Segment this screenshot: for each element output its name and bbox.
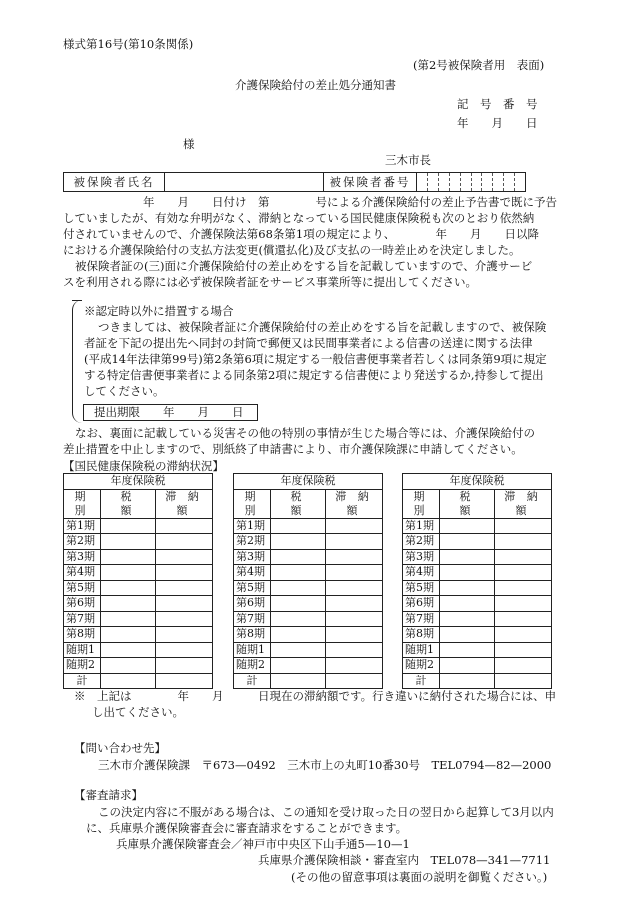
issue-date-line: 年 月 日 <box>457 116 538 130</box>
digit-box <box>428 173 439 191</box>
notice-line: していましたが、有効な弁明がなく、滞納となっている国民健康保険税も次のとおり依然納 <box>63 211 535 225</box>
amount-cell <box>271 642 326 658</box>
period-cell: 第5期 <box>234 580 271 596</box>
period-cell: 第6期 <box>234 596 271 612</box>
arrears-cell <box>156 642 213 658</box>
col-amount-header: 税 額 <box>440 489 495 518</box>
col-period-header: 期 別 <box>403 489 440 518</box>
period-cell: 第5期 <box>403 580 440 596</box>
table-row <box>234 627 383 643</box>
appeal-line: この決定内容に不服がある場合は、この通知を受け取った日の翌日から起算して3月以内 <box>98 805 554 819</box>
arrears-cell <box>495 518 552 534</box>
arrears-cell <box>326 658 383 674</box>
insured-number-label: 被保険者番号 <box>324 173 417 191</box>
tax-table-1 <box>63 473 213 689</box>
digit-box <box>417 173 428 191</box>
amount-cell <box>101 580 156 596</box>
appeal-contact: 兵庫県介護保険相談・審査室内 TEL078—341—7711 <box>258 853 551 867</box>
amount-cell <box>101 565 156 581</box>
table-row <box>64 627 213 643</box>
arrears-cell <box>156 549 213 565</box>
period-cell: 第8期 <box>64 627 101 643</box>
suspension-line: なお、裏面に記載している災害その他の特別の事情が生じた場合等には、介護保険給付の <box>75 426 535 440</box>
issuer: 三木市長 <box>385 153 431 167</box>
appeal-line: に、兵庫県介護保険審査会に審査請求をすることができます。 <box>86 821 408 835</box>
submission-deadline: 提出期限 年 月 日 <box>83 404 258 421</box>
tax-table-3 <box>402 473 552 689</box>
amount-cell <box>271 611 326 627</box>
appeal-heading: 【審査請求】 <box>74 788 143 802</box>
note-box-text <box>84 303 574 399</box>
amount-cell <box>271 658 326 674</box>
amount-cell <box>271 549 326 565</box>
notice-line: 被保険者証の(三)面に介護保険給付の差止めをする旨を記載していますので、介護サービ <box>75 259 533 273</box>
amount-cell <box>101 627 156 643</box>
amount-cell <box>440 518 495 534</box>
arrears-cell <box>495 627 552 643</box>
year-tax-header: 年度保険税 <box>234 474 383 490</box>
note-line: してください。 <box>84 384 165 398</box>
total-arrears-cell <box>156 673 213 689</box>
col-amount-header: 税 額 <box>101 489 156 518</box>
amount-cell <box>271 534 326 550</box>
addressee-suffix: 様 <box>183 137 195 151</box>
arrears-cell <box>326 565 383 581</box>
note-line: する特定信書便事業者による同条第2項に規定する信書便により発送するか,持参して提出 <box>84 368 544 382</box>
period-cell: 第6期 <box>403 596 440 612</box>
table-row <box>234 518 383 534</box>
arrears-note <box>74 688 578 720</box>
period-cell: 第7期 <box>64 611 101 627</box>
amount-cell <box>271 580 326 596</box>
tax-table-2 <box>233 473 383 689</box>
paragraph-notice <box>63 194 578 290</box>
note-line: つきましては、被保険者証に介護保険給付の差止めをする旨を記載しますので、被保険 <box>98 320 547 334</box>
amount-cell <box>101 611 156 627</box>
table-row <box>234 565 383 581</box>
table-row <box>234 611 383 627</box>
period-cell: 随期1 <box>403 642 440 658</box>
note-line: (平成14年法律第99号)第2条第6項に規定する一般信書便事業者若しくは同条第9項に規定 <box>84 352 547 366</box>
suspension-line: 差止措置を中止しますので、別紙終了申請書により、市介護保険課に申請してください。 <box>63 442 523 456</box>
period-cell: 第7期 <box>403 611 440 627</box>
arrears-cell <box>326 642 383 658</box>
appeal-address: 兵庫県介護保険審査会／神戸市中央区下山手通5—10—1 <box>116 837 410 851</box>
arrears-cell <box>495 580 552 596</box>
arrears-cell <box>156 627 213 643</box>
amount-cell <box>440 580 495 596</box>
col-amount-header: 税 額 <box>271 489 326 518</box>
arrears-cell <box>495 596 552 612</box>
arrears-cell <box>326 596 383 612</box>
digit-box <box>482 173 493 191</box>
amount-cell <box>271 596 326 612</box>
arrears-cell <box>156 534 213 550</box>
table-row <box>64 580 213 596</box>
amount-cell <box>101 518 156 534</box>
table-row <box>403 658 552 674</box>
amount-cell <box>271 518 326 534</box>
total-label: 計 <box>64 673 101 689</box>
total-label: 計 <box>403 673 440 689</box>
amount-cell <box>101 596 156 612</box>
table-row <box>234 534 383 550</box>
period-cell: 第1期 <box>234 518 271 534</box>
period-cell: 随期1 <box>64 642 101 658</box>
table-row <box>64 642 213 658</box>
period-cell: 第2期 <box>64 534 101 550</box>
amount-cell <box>101 658 156 674</box>
arrears-cell <box>156 596 213 612</box>
note-heading: ※認定時以外に措置する場合 <box>84 304 234 318</box>
amount-cell <box>440 642 495 658</box>
total-amount-cell <box>271 673 326 689</box>
amount-cell <box>440 627 495 643</box>
total-amount-cell <box>440 673 495 689</box>
table-row <box>64 658 213 674</box>
table-heading: 【国民健康保険税の滞納状況】 <box>63 459 224 473</box>
table-row <box>64 611 213 627</box>
form-variant: (第2号被保険者用 表面) <box>413 58 545 72</box>
arrears-cell <box>495 565 552 581</box>
digit-box <box>472 173 483 191</box>
col-arrears-header: 滞 納 額 <box>156 489 213 518</box>
period-cell: 第6期 <box>64 596 101 612</box>
total-label: 計 <box>234 673 271 689</box>
arrears-note-line: ※ 上記は 年 月 日現在の滞納額です。行き違いに納付された場合には、申 <box>74 689 557 703</box>
table-row <box>403 596 552 612</box>
table-row <box>64 534 213 550</box>
digit-box <box>461 173 472 191</box>
table-row <box>403 534 552 550</box>
arrears-cell <box>326 534 383 550</box>
arrears-cell <box>156 580 213 596</box>
amount-cell <box>440 565 495 581</box>
notice-line: 付されていませんので、介護保険法第68条第1項の規定により、 年 月 日以降 <box>63 227 539 241</box>
period-cell: 随期2 <box>403 658 440 674</box>
arrears-cell <box>326 518 383 534</box>
period-cell: 第8期 <box>403 627 440 643</box>
period-cell: 第1期 <box>64 518 101 534</box>
arrears-cell <box>326 611 383 627</box>
amount-cell <box>101 549 156 565</box>
record-number-label: 記 号 番 号 <box>457 97 538 111</box>
note-bracket-top <box>72 300 82 301</box>
period-cell: 第2期 <box>403 534 440 550</box>
form-id: 様式第16号(第10条関係) <box>63 37 194 51</box>
period-cell: 第3期 <box>234 549 271 565</box>
col-arrears-header: 滞 納 額 <box>326 489 383 518</box>
arrears-cell <box>326 580 383 596</box>
total-amount-cell <box>101 673 156 689</box>
period-cell: 第3期 <box>403 549 440 565</box>
amount-cell <box>440 596 495 612</box>
amount-cell <box>440 534 495 550</box>
period-cell: 随期1 <box>234 642 271 658</box>
table-row <box>403 580 552 596</box>
digit-box <box>515 173 525 191</box>
notice-line: における介護保険給付の支払方法変更(償還払化)及び支払の一時差止めを決定しました。 <box>63 243 521 257</box>
paragraph-suspension <box>63 425 578 457</box>
col-period-header: 期 別 <box>234 489 271 518</box>
period-cell: 第3期 <box>64 549 101 565</box>
table-row <box>234 580 383 596</box>
total-arrears-cell <box>495 673 552 689</box>
table-row <box>403 627 552 643</box>
arrears-cell <box>326 549 383 565</box>
amount-cell <box>271 627 326 643</box>
table-row <box>403 518 552 534</box>
table-row <box>234 658 383 674</box>
amount-cell <box>440 611 495 627</box>
arrears-cell <box>495 611 552 627</box>
note-line: 者証を下記の提出先へ同封の封筒で郵便又は民間事業者による信書の送達に関する法律 <box>84 336 533 350</box>
digit-box <box>439 173 450 191</box>
table-row <box>403 549 552 565</box>
insured-id-row <box>63 172 526 192</box>
table-row <box>234 549 383 565</box>
table-row <box>64 549 213 565</box>
arrears-cell <box>495 534 552 550</box>
digit-box <box>450 173 461 191</box>
period-cell: 第4期 <box>64 565 101 581</box>
arrears-cell <box>156 565 213 581</box>
table-row <box>403 565 552 581</box>
amount-cell <box>101 534 156 550</box>
period-cell: 第8期 <box>234 627 271 643</box>
amount-cell <box>101 642 156 658</box>
insured-name-label: 被保険者氏名 <box>64 173 165 191</box>
period-cell: 第2期 <box>234 534 271 550</box>
period-cell: 随期2 <box>64 658 101 674</box>
period-cell: 第5期 <box>64 580 101 596</box>
table-row <box>64 565 213 581</box>
amount-cell <box>440 658 495 674</box>
total-arrears-cell <box>326 673 383 689</box>
insured-name-field <box>165 173 324 191</box>
contact-heading: 【問い合わせ先】 <box>74 741 166 755</box>
table-row <box>64 596 213 612</box>
period-cell: 第4期 <box>234 565 271 581</box>
appeal-reference: (その他の留意事項は裏面の説明を御覧ください。) <box>291 870 548 884</box>
arrears-cell <box>156 658 213 674</box>
col-arrears-header: 滞 納 額 <box>495 489 552 518</box>
amount-cell <box>271 565 326 581</box>
period-cell: 第4期 <box>403 565 440 581</box>
table-row <box>403 642 552 658</box>
period-cell: 第1期 <box>403 518 440 534</box>
year-tax-header: 年度保険税 <box>64 474 213 490</box>
table-row <box>234 642 383 658</box>
document-title: 介護保険給付の差止処分通知書 <box>235 78 396 92</box>
arrears-cell <box>156 611 213 627</box>
period-cell: 第7期 <box>234 611 271 627</box>
arrears-note-line: し出てください。 <box>92 705 184 719</box>
table-row <box>64 518 213 534</box>
col-period-header: 期 別 <box>64 489 101 518</box>
notice-line: スを利用される際には必ず被保険者証をサービス事業所等に提出してください。 <box>63 275 477 289</box>
digit-box <box>504 173 515 191</box>
year-tax-header: 年度保険税 <box>403 474 552 490</box>
table-row <box>234 596 383 612</box>
arrears-cell <box>156 518 213 534</box>
amount-cell <box>440 549 495 565</box>
table-row <box>403 611 552 627</box>
digit-box <box>493 173 504 191</box>
arrears-cell <box>495 658 552 674</box>
insured-number-field <box>417 173 525 191</box>
arrears-cell <box>495 642 552 658</box>
contact-line: 三木市介護保険課 〒673—0492 三木市上の丸町10番30号 TEL0794—82—2000 <box>98 758 552 772</box>
notice-line: 年 月 日付け 第 号による介護保険給付の差止予告書で既に予告 <box>143 195 557 209</box>
period-cell: 随期2 <box>234 658 271 674</box>
arrears-cell <box>326 627 383 643</box>
arrears-cell <box>495 549 552 565</box>
